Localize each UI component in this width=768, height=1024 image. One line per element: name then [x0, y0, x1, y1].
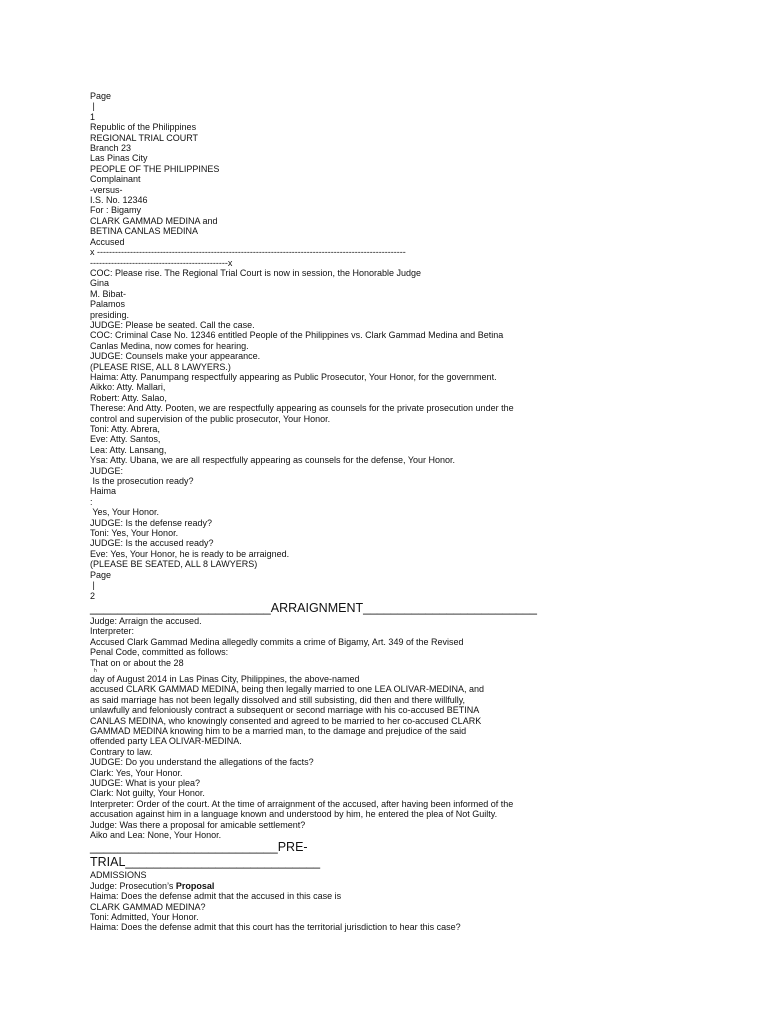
- page-label: Page: [90, 569, 112, 580]
- transcript-section: [90, 268, 730, 570]
- arraignment-line: day of August 2014 in Las Pinas City, Philippines, the above-named: [90, 673, 360, 684]
- separator-line: x -------------------------------------------------------------------------------------------------------: [90, 247, 406, 258]
- transcript-line: (PLEASE BE SEATED, ALL 8 LAWYERS): [90, 559, 258, 570]
- page-number: 1: [90, 111, 96, 122]
- ordinal-suffix: h: [94, 667, 97, 674]
- arraignment-line: Contrary to law.: [90, 746, 153, 757]
- caption-line: Republic of the Philippines: [90, 122, 197, 133]
- arraignment-line: Judge: Arraign the accused.: [90, 615, 202, 626]
- pretrial-heading: ___________________________PRE-: [90, 840, 308, 855]
- transcript-line: JUDGE: Please be seated. Call the case.: [90, 319, 255, 330]
- proposal-prefix: Judge: Prosecution’s: [90, 880, 176, 891]
- caption-line: CLARK GAMMAD MEDINA and: [90, 215, 218, 226]
- admission-line: Toni: Admitted, Your Honor.: [90, 912, 199, 923]
- page-bar: |: [90, 580, 95, 591]
- caption-line: Branch 23: [90, 143, 132, 154]
- arraignment-line: Aiko and Lea: None, Your Honor.: [90, 830, 222, 841]
- transcript-line: Toni: Yes, Your Honor.: [90, 528, 179, 539]
- admission-line: CLARK GAMMAD MEDINA?: [90, 901, 206, 912]
- admissions-label: ADMISSIONS: [90, 870, 147, 881]
- transcript-line: Is the prosecution ready?: [90, 476, 194, 487]
- caption-line: Las Pinas City: [90, 153, 148, 164]
- page-label: Page: [90, 91, 112, 101]
- transcript-line: :: [90, 496, 93, 507]
- arraignment-line: Judge: Was there a proposal for amicable settlement?: [90, 819, 306, 830]
- document-page: [90, 91, 730, 933]
- transcript-line: Ysa: Atty. Ubana, we are all respectfully appearing as counsels for the defense, Your Honor.: [90, 455, 456, 466]
- pretrial-heading: TRIAL____________________________: [90, 855, 321, 870]
- arraignment-heading: __________________________ARRAIGNMENT_________________________: [90, 600, 537, 615]
- arraignment-line: JUDGE: What is your plea?: [90, 778, 201, 788]
- transcript-line: (PLEASE RISE, ALL 8 LAWYERS.): [90, 361, 231, 372]
- transcript-line: M. Bibat-: [90, 288, 127, 299]
- transcript-line: Lea: Atty. Lansang,: [90, 444, 167, 455]
- pretrial-section: [90, 870, 730, 932]
- arraignment-line: Penal Code, committed as follows:: [90, 647, 229, 658]
- arraignment-line: CANLAS MEDINA, who knowingly consented and agreed to be married to her co-accused CLARK: [90, 715, 482, 726]
- arraignment-line: Clark: Yes, Your Honor.: [90, 767, 183, 778]
- caption-line: Accused: [90, 236, 125, 247]
- caption-line: For : Bigamy: [90, 205, 142, 216]
- transcript-line: JUDGE: Is the accused ready?: [90, 538, 214, 549]
- transcript-line: Toni: Atty. Abrera,: [90, 424, 160, 434]
- arraignment-line: offended party LEA OLIVAR-MEDINA.: [90, 736, 242, 747]
- arraignment-line: unlawfully and feloniously contract a subsequent or second marriage with his co-accused BETINA: [90, 705, 480, 716]
- admission-line: Haima: Does the defense admit that the accused in this case is: [90, 891, 342, 902]
- arraignment-line: Accused Clark Gammad Medina allegedly commits a crime of Bigamy, Art. 349 of the Revised: [90, 636, 464, 647]
- transcript-line: COC: Criminal Case No. 12346 entitled People of the Philippines vs. Clark Gammad Medina and Betina: [90, 330, 504, 341]
- arraignment-line: accusation against him in a language known and understood by him, he entered the plea of Not Guilty.: [90, 809, 498, 820]
- transcript-line: Robert: Atty. Salao,: [90, 392, 167, 403]
- transcript-line: Palamos: [90, 299, 126, 310]
- transcript-line: Eve: Yes, Your Honor, he is ready to be arraigned.: [90, 548, 290, 559]
- transcript-line: COC: Please rise. The Regional Trial Court is now in session, the Honorable Judge: [90, 267, 422, 278]
- arraignment-line: JUDGE: Do you understand the allegations of the facts?: [90, 757, 314, 768]
- transcript-line: Aikko: Atty. Mallari,: [90, 382, 166, 393]
- arraignment-line: GAMMAD MEDINA knowing him to be a married man, to the damage and prejudice of the said: [90, 725, 467, 736]
- proposal-bold: Proposal: [175, 880, 215, 891]
- arraignment-line: Interpreter:: [90, 626, 135, 637]
- transcript-line: control and supervision of the public prosecutor, Your Honor.: [90, 413, 331, 424]
- caption-line: PEOPLE OF THE PHILIPPINES: [90, 163, 220, 174]
- caption-line: Complainant: [90, 174, 141, 185]
- transcript-line: Yes, Your Honor.: [90, 507, 160, 518]
- transcript-line: Gina: [90, 278, 110, 289]
- transcript-line: JUDGE: Counsels make your appearance.: [90, 351, 261, 362]
- separator-line: ----------------------------------------------x: [90, 257, 233, 268]
- transcript-line: Haima: Atty. Panumpang respectfully appearing as Public Prosecutor, Your Honor, for the government.: [90, 371, 497, 382]
- transcript-line: Eve: Atty. Santos,: [90, 434, 161, 445]
- page-number: 2: [90, 590, 96, 601]
- transcript-line: JUDGE: Is the defense ready?: [90, 517, 213, 528]
- caption-line: REGIONAL TRIAL COURT: [90, 132, 199, 143]
- page-bar: |: [90, 101, 95, 112]
- caption-line: -versus-: [90, 184, 123, 195]
- transcript-line: Therese: And Atty. Pooten, we are respectfully appearing as counsels for the private prosecution under the: [90, 403, 514, 414]
- caption-line: I.S. No. 12346: [90, 195, 148, 206]
- arraignment-line: as said marriage has not been legally dissolved and still subsisting, did then and there willfully,: [90, 694, 466, 705]
- transcript-line: Haima: [90, 486, 117, 497]
- arraignment-line: That on or about the 28: [90, 657, 184, 668]
- transcript-line: JUDGE:: [90, 465, 124, 476]
- arraignment-line: Interpreter: Order of the court. At the time of arraignment of the accused, after having been informed of the: [90, 798, 514, 809]
- arraignment-section: [90, 616, 730, 841]
- transcript-line: Canlas Medina, now comes for hearing.: [90, 340, 249, 351]
- transcript-line: presiding.: [90, 309, 130, 320]
- admission-line: Haima: Does the defense admit that this court has the territorial jurisdiction to hear this case?: [90, 922, 461, 933]
- arraignment-line: accused CLARK GAMMAD MEDINA, being then legally married to one LEA OLIVAR-MEDINA, and: [90, 684, 484, 695]
- arraignment-line: Clark: Not guilty, Your Honor.: [90, 788, 205, 799]
- court-caption: [90, 122, 730, 247]
- proposal-line: [90, 881, 730, 891]
- caption-line: BETINA CANLAS MEDINA: [90, 226, 199, 237]
